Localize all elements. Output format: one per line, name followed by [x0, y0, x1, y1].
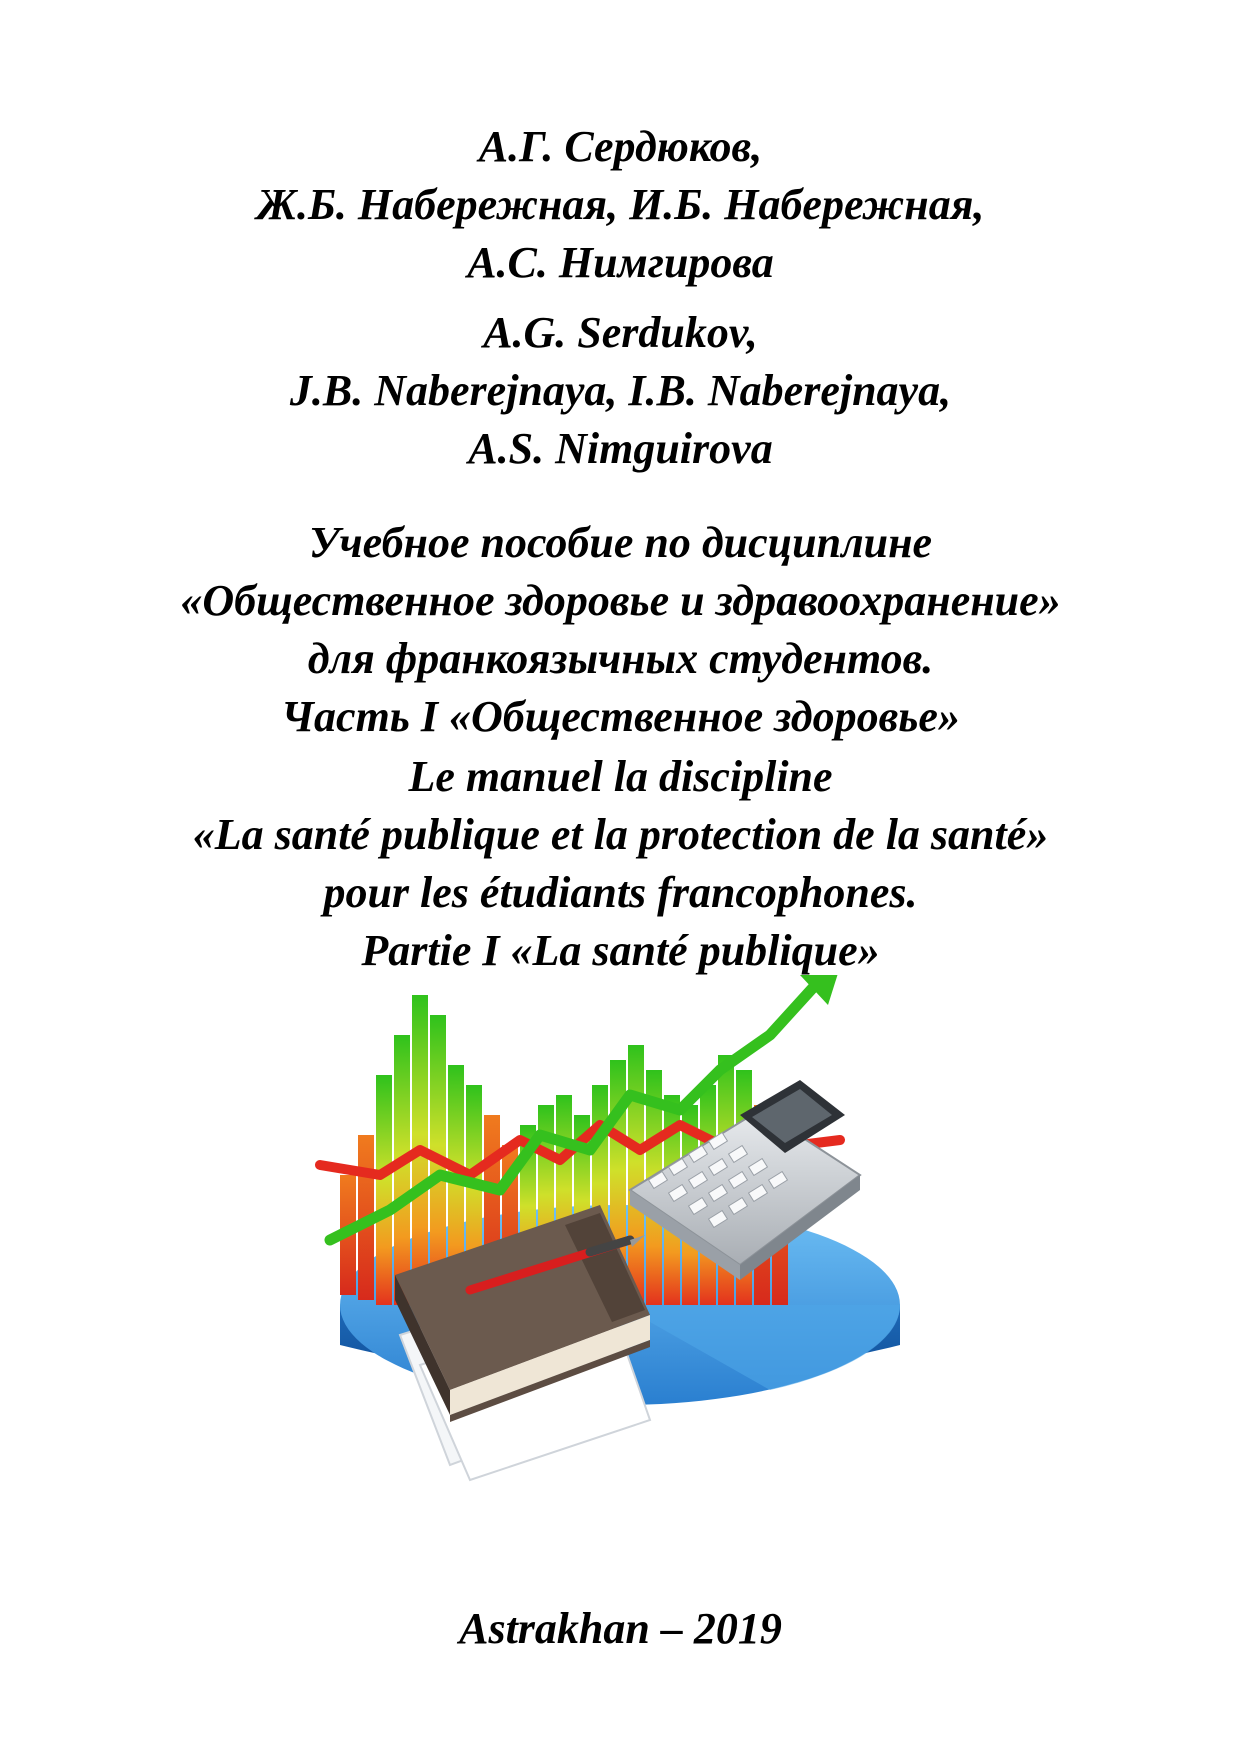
author-line: Ж.Б. Набережная, И.Б. Набережная,: [256, 180, 985, 229]
author-line: А.Г. Сердюков,: [478, 122, 763, 171]
publication-place-year: [0, 1600, 1241, 1658]
title-line: для франкоязычных студентов.: [307, 634, 934, 683]
title-line: «Общественное здоровье и здравоохранение»: [180, 576, 1061, 625]
title-line: pour les étudiants francophones.: [323, 868, 918, 917]
title-russian: [0, 514, 1241, 746]
title-line: Учебное пособие по дисциплине: [308, 518, 933, 567]
title-line: Часть I «Общественное здоровье»: [281, 692, 960, 741]
finance-chart-book-calculator-illustration: [300, 975, 940, 1535]
authors-french: [0, 304, 1241, 478]
title-french: [0, 748, 1241, 980]
title-line: «La santé publique et la protection de la santé»: [192, 810, 1049, 859]
authors-russian: [0, 118, 1241, 292]
author-line: А.С. Нимгирова: [467, 238, 774, 287]
title-line: Le manuel la discipline: [408, 752, 833, 801]
title-line: Partie I «La santé publique»: [361, 926, 880, 975]
author-line: A.S. Nimguirova: [468, 424, 773, 473]
footer-text: Astrakhan – 2019: [459, 1604, 782, 1653]
author-line: J.B. Naberejnaya, I.B. Naberejnaya,: [289, 366, 952, 415]
author-line: A.G. Serdukov,: [483, 308, 758, 357]
